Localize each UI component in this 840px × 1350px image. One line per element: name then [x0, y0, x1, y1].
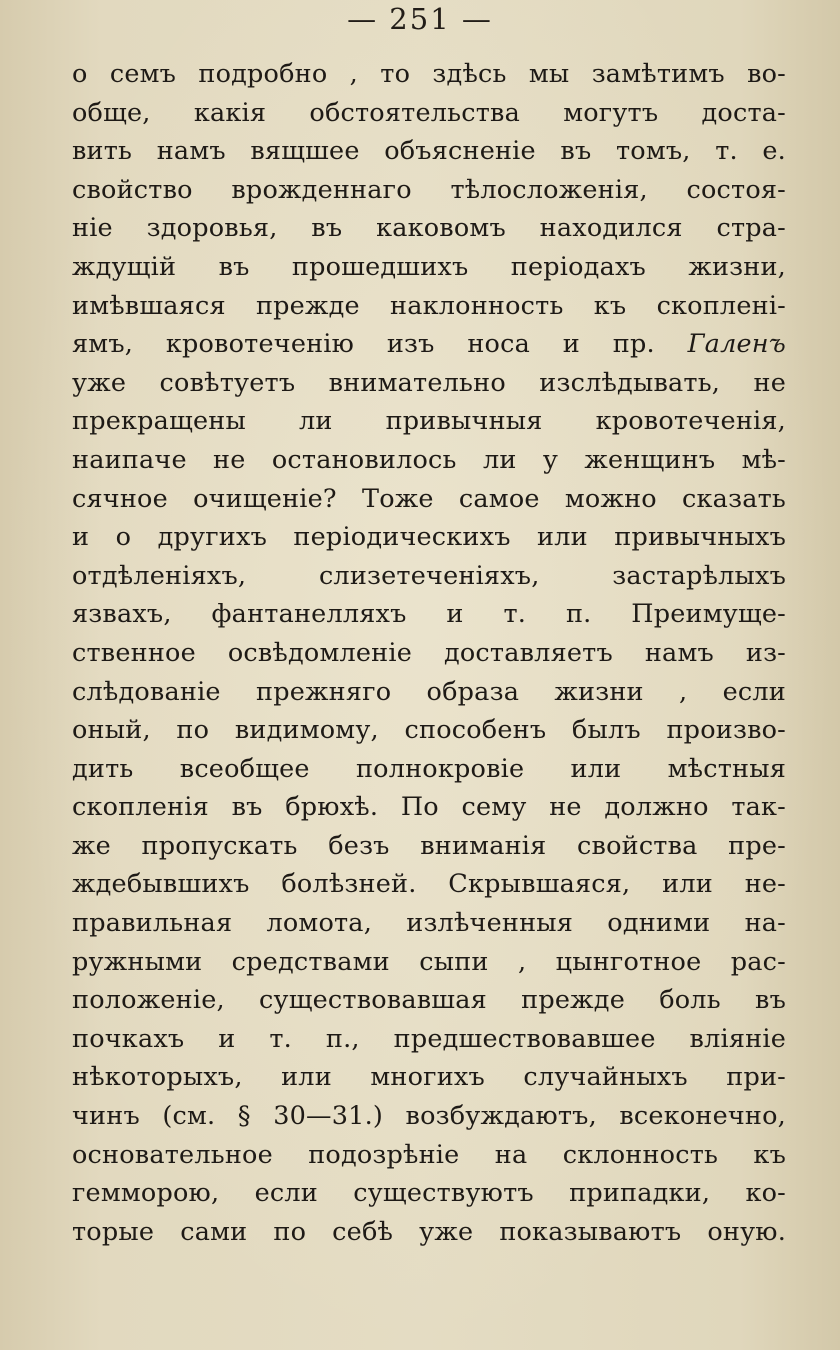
- text-line-5: ніе здоровья, въ каковомъ находился стра-: [72, 213, 786, 244]
- text-line-15: язвахъ, фантанелляхъ и т. п. Преимуще-: [72, 599, 786, 630]
- text-line-26: почкахъ и т. п., предшествовавшее вліяніе: [72, 1023, 786, 1054]
- text-line-11: наипаче не остановилось ли у женщинъ мѣ-: [72, 444, 786, 475]
- text-line-21: же пропускать безъ вниманія свойства пре-: [72, 830, 786, 861]
- text-line-22: ждебывшихъ болѣзней. Скрывшаяся, или не-: [72, 869, 786, 900]
- text-line-19: дить всеобщее полнокровіе или мѣстныя: [72, 753, 786, 784]
- text-line-17: слѣдованіе прежняго образа жизни , если: [72, 676, 786, 707]
- text-line-18: оный, по видимому, способенъ былъ произво-: [72, 715, 786, 746]
- body-text: [72, 55, 786, 1251]
- text-line-6: ждущій въ прошедшихъ періодахъ жизни,: [72, 251, 786, 282]
- text-line-16: ственное освѣдомленіе доставляетъ намъ из-: [72, 637, 786, 668]
- text-line-28: чинъ (см. § 30—31.) возбуждаютъ, всеконечно,: [72, 1101, 786, 1132]
- text-line-1: о семъ подробно , то здѣсь мы замѣтимъ во-: [72, 59, 786, 89]
- text-line-8-text: ямъ, кровотеченію изъ носа и пр.: [72, 329, 655, 360]
- text-line-25: положеніе, существовавшая прежде боль въ: [72, 985, 786, 1016]
- text-line-3: вить намъ вящшее объясненіе въ томъ, т. е.: [72, 136, 786, 167]
- page-number: — 251 —: [347, 2, 493, 36]
- text-line-13: и о другихъ періодическихъ или привычныхъ: [72, 522, 786, 553]
- text-line-12: сячное очищеніе? Тоже самое можно сказать: [72, 483, 786, 514]
- text-line-29: основательное подозрѣніе на склонность къ: [72, 1139, 786, 1170]
- text-line-8: [72, 325, 786, 364]
- text-line-10: прекращены ли привычныя кровотеченія,: [72, 406, 786, 437]
- text-line-2: обще, какія обстоятельства могутъ доста-: [72, 97, 786, 128]
- text-line-27: нѣкоторыхъ, или многихъ случайныхъ при-: [72, 1062, 786, 1093]
- text-line-14: отдѣленіяхъ, слизетеченіяхъ, застарѣлыхъ: [72, 560, 786, 591]
- text-line-7: имѣвшаяся прежде наклонность къ скопленi-: [72, 290, 786, 321]
- text-line-20: скопленія въ брюхѣ. По сему не должно так-: [72, 792, 786, 823]
- text-line-30: гемморою, если существуютъ припадки, ко-: [72, 1178, 786, 1209]
- text-line-4: свойство врожденнаго тѣлосложенія, состоя-: [72, 174, 786, 205]
- italic-name-galen: Галенъ: [687, 329, 786, 360]
- text-line-31: торые сами по себѣ уже показываютъ оную.: [72, 1216, 786, 1247]
- text-line-9: уже совѣтуетъ внимательно изслѣдывать, не: [72, 367, 786, 398]
- text-line-24: ружными средствами сыпи , цынготное рас-: [72, 946, 786, 977]
- text-line-23: правильная ломота, излѣченныя одними на-: [72, 908, 786, 939]
